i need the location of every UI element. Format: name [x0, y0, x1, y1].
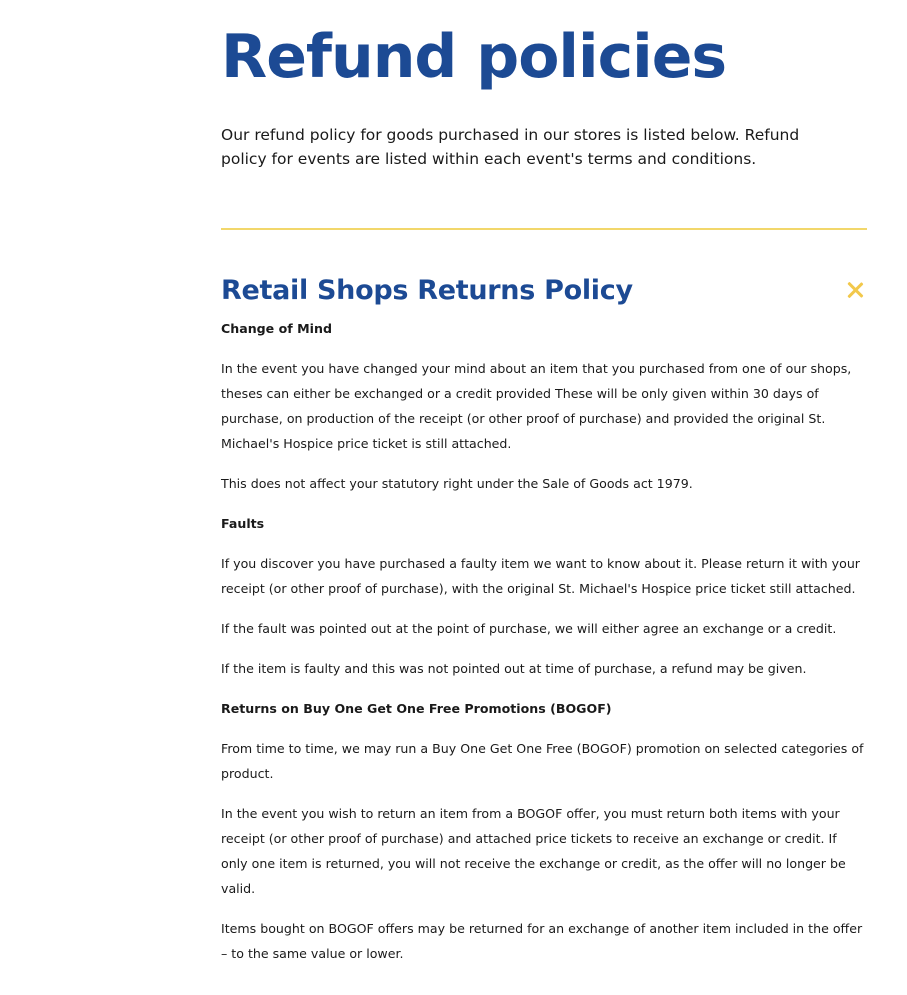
paragraph: In the event you wish to return an item from a BOGOF offer, you must return both items with your receipt (or other proof of purchase) and attached price tickets to receive an exchange or credit. If only one item is returned, you will not receive the exchange or credit, as the offer will no longer be valid. — [221, 806, 846, 896]
section-heading-faults: Faults — [221, 516, 265, 531]
divider — [221, 228, 867, 230]
intro-text: Our refund policy for goods purchased in our stores is listed below. Refund policy for events are listed within each event's terms and conditions. — [221, 126, 800, 168]
page-title: Refund policies — [221, 22, 727, 92]
paragraph: In the event you have changed your mind about an item that you purchased from one of our shops, theses can either be exchanged or a credit provided These will be only given within 30 days of purchase, on production of the receipt (or other proof of purchase) and provided the original St. Michael's Hospice price ticket is still attached. — [221, 361, 852, 451]
paragraph: If the fault was pointed out at the point of purchase, we will either agree an exchange or a credit. — [221, 621, 837, 636]
paragraph: This does not affect your statutory right under the Sale of Goods act 1979. — [221, 476, 693, 491]
section-heading-bogof: Returns on Buy One Get One Free Promotions (BOGOF) — [221, 701, 612, 716]
section-heading-change-of-mind: Change of Mind — [221, 321, 332, 336]
paragraph: Items bought on BOGOF offers may be returned for an exchange of another item included in the offer – to the same value or lower. — [221, 921, 863, 961]
paragraph: From time to time, we may run a Buy One Get One Free (BOGOF) promotion on selected categories of product. — [221, 741, 864, 781]
main-content — [221, 0, 867, 981]
accordion-title: Retail Shops Returns Policy — [221, 274, 633, 306]
paragraph: If you discover you have purchased a faulty item we want to know about it. Please return it with your receipt (or other proof of purchase), with the original St. Michael's Hospice price ticket still attached. — [221, 556, 860, 596]
accordion-body — [221, 316, 867, 966]
close-x-icon[interactable] — [844, 279, 866, 301]
paragraph: If the item is faulty and this was not pointed out at time of purchase, a refund may be given. — [221, 661, 807, 676]
accordion-header-retail-returns[interactable] — [221, 273, 867, 307]
